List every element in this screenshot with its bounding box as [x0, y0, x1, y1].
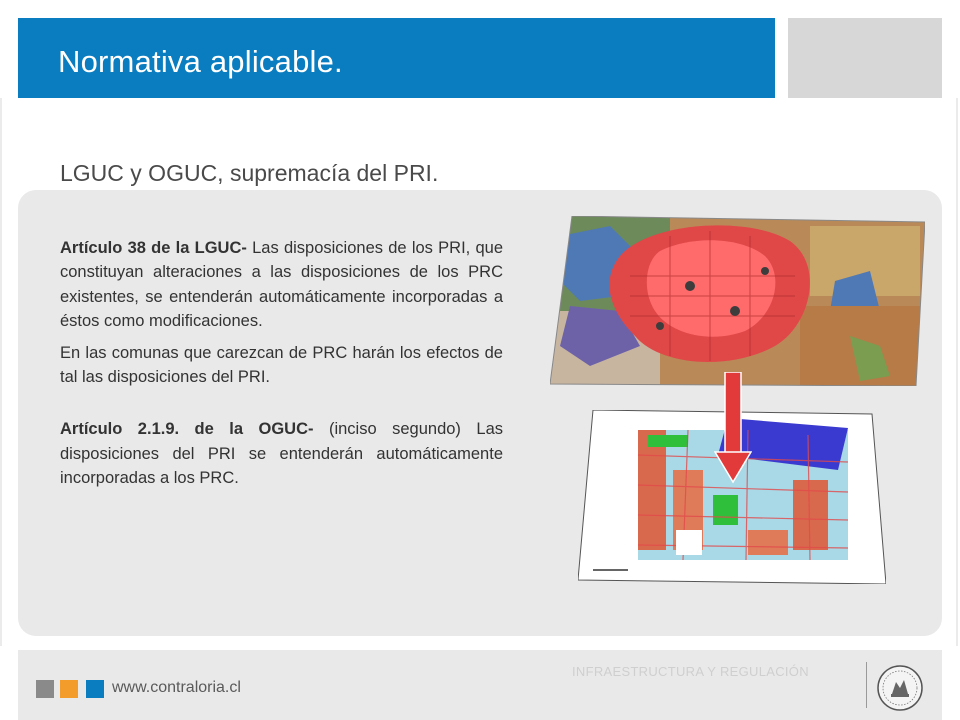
pri-map-image [550, 216, 925, 386]
paragraph-oguc-text: (inciso segundo) Las disposiciones del PRI se entenderán automáticamente incorporadas a los PRC. [60, 420, 503, 488]
footer-tagline: INFRAESTRUCTURA Y REGULACIÓN [572, 664, 809, 679]
footer-orange-square [60, 680, 78, 698]
page-title: Normativa aplicable. [58, 44, 343, 79]
contraloria-seal-icon [876, 664, 924, 712]
paragraph-oguc-heading: Artículo 2.1.9. de la OGUC- [60, 420, 314, 439]
title-bar [18, 18, 775, 98]
website-link[interactable]: www.contraloria.cl [112, 679, 241, 696]
paragraph-comunas: En las comunas que carezcan de PRC harán los efectos de tal las disposiciones del PRI. [60, 343, 503, 387]
slide-subtitle: LGUC y OGUC, supremacía del PRI. [60, 160, 439, 186]
footer-blue-square [86, 680, 104, 698]
arrow-down-icon [714, 372, 752, 484]
footer-divider [866, 662, 867, 708]
body-text [60, 236, 503, 491]
paragraph-oguc [60, 417, 503, 490]
header-gray-block [788, 18, 942, 98]
paragraph-lguc-text: Las disposiciones de los PRI, que constituyan alteraciones a las disposiciones de los PRC existentes, se entenderán automáticamente incorporadas a éstos como modificaciones. [60, 239, 503, 331]
paragraph-lguc [60, 236, 503, 334]
footer-gray-square [36, 680, 54, 698]
paragraph-lguc-heading: Artículo 38 de la LGUC- [60, 239, 247, 257]
